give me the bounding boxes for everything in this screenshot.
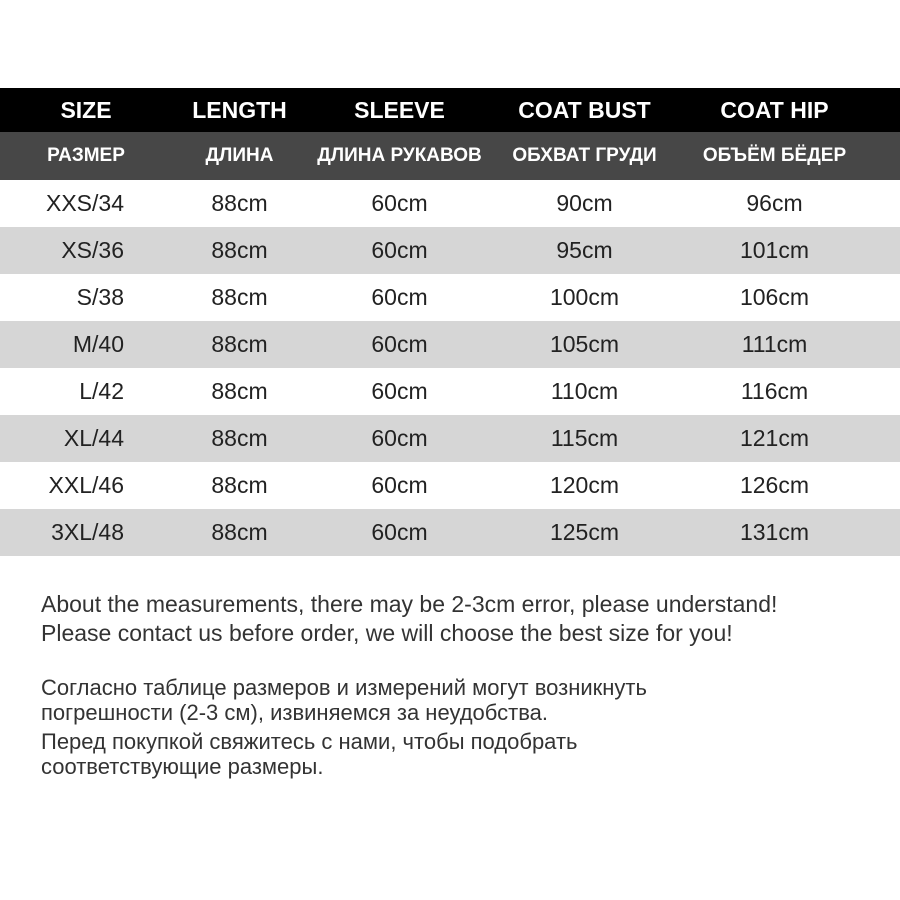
sleeve-cell: 60cm xyxy=(371,237,428,263)
size-cell: XXS/34 xyxy=(46,190,124,216)
length-cell: 88cm xyxy=(211,472,268,498)
size-cell: XL/44 xyxy=(63,425,124,451)
header-coat-bust: COAT BUST xyxy=(518,96,651,123)
size-chart-table xyxy=(0,88,900,556)
sleeve-cell: 60cm xyxy=(371,519,428,545)
hip-cell: 106cm xyxy=(739,284,810,310)
length-cell: 88cm xyxy=(211,378,268,404)
hip-cell: 101cm xyxy=(739,237,810,263)
note-ru-block xyxy=(41,675,891,779)
bust-cell: 125cm xyxy=(549,519,620,545)
note-ru-line-2: погрешности (2-3 см), извиняемся за неудобства. xyxy=(41,700,548,725)
length-cell: 88cm xyxy=(211,425,268,451)
header-coat-hip: COAT HIP xyxy=(720,96,829,123)
measurement-notes xyxy=(41,590,891,779)
table-row xyxy=(0,180,900,227)
length-cell: 88cm xyxy=(211,331,268,357)
table-row xyxy=(0,368,900,415)
hip-cell: 121cm xyxy=(739,425,810,451)
bust-cell: 105cm xyxy=(549,331,620,357)
bust-cell: 115cm xyxy=(550,425,619,451)
header-length: LENGTH xyxy=(192,96,287,123)
size-cell: XXL/46 xyxy=(48,472,124,498)
note-en-line-2: Please contact us before order, we will choose the best size for you! xyxy=(41,620,733,646)
hip-cell: 96cm xyxy=(746,190,803,216)
size-cell: L/42 xyxy=(79,378,124,404)
size-cell: M/40 xyxy=(72,331,124,357)
header-row-english xyxy=(0,88,900,132)
bust-cell: 120cm xyxy=(549,472,620,498)
header-sleeve: SLEEVE xyxy=(354,96,445,123)
size-cell: XS/36 xyxy=(61,237,124,263)
hip-cell: 116cm xyxy=(740,378,809,404)
sleeve-cell: 60cm xyxy=(371,472,428,498)
size-cell: 3XL/48 xyxy=(51,519,124,545)
sleeve-cell: 60cm xyxy=(371,190,428,216)
header-sleeve-ru: ДЛИНА РУКАВОВ xyxy=(317,145,482,166)
note-ru-line-3: Перед покупкой свяжитесь с нами, чтобы подобрать xyxy=(41,729,578,754)
length-cell: 88cm xyxy=(211,190,268,216)
note-ru-line-4: соответствующие размеры. xyxy=(41,754,324,779)
sleeve-cell: 60cm xyxy=(371,425,428,451)
table-row xyxy=(0,227,900,274)
header-coat-bust-ru: ОБХВАТ ГРУДИ xyxy=(512,145,657,166)
header-size-ru: РАЗМЕР xyxy=(47,145,125,166)
header-length-ru: ДЛИНА xyxy=(205,145,274,166)
header-coat-hip-ru: ОБЪЁМ БЁДЕР xyxy=(702,145,847,166)
header-size: SIZE xyxy=(60,96,112,123)
table-row xyxy=(0,415,900,462)
size-cell: S/38 xyxy=(76,284,124,310)
sleeve-cell: 60cm xyxy=(371,331,428,357)
table-row xyxy=(0,274,900,321)
length-cell: 88cm xyxy=(211,237,268,263)
table-row xyxy=(0,321,900,368)
bust-cell: 110cm xyxy=(550,378,619,404)
hip-cell: 111cm xyxy=(741,331,808,357)
table-row xyxy=(0,462,900,509)
bust-cell: 90cm xyxy=(556,190,613,216)
sleeve-cell: 60cm xyxy=(371,284,428,310)
table-row xyxy=(0,509,900,556)
note-ru-line-1: Согласно таблице размеров и измерений могут возникнуть xyxy=(41,675,647,700)
note-en-line-1: About the measurements, there may be 2-3cm error, please understand! xyxy=(41,591,778,617)
hip-cell: 126cm xyxy=(739,472,810,498)
length-cell: 88cm xyxy=(211,284,268,310)
bust-cell: 95cm xyxy=(556,237,613,263)
hip-cell: 131cm xyxy=(739,519,810,545)
header-row-russian xyxy=(0,132,900,180)
length-cell: 88cm xyxy=(211,519,268,545)
sleeve-cell: 60cm xyxy=(371,378,428,404)
bust-cell: 100cm xyxy=(549,284,620,310)
